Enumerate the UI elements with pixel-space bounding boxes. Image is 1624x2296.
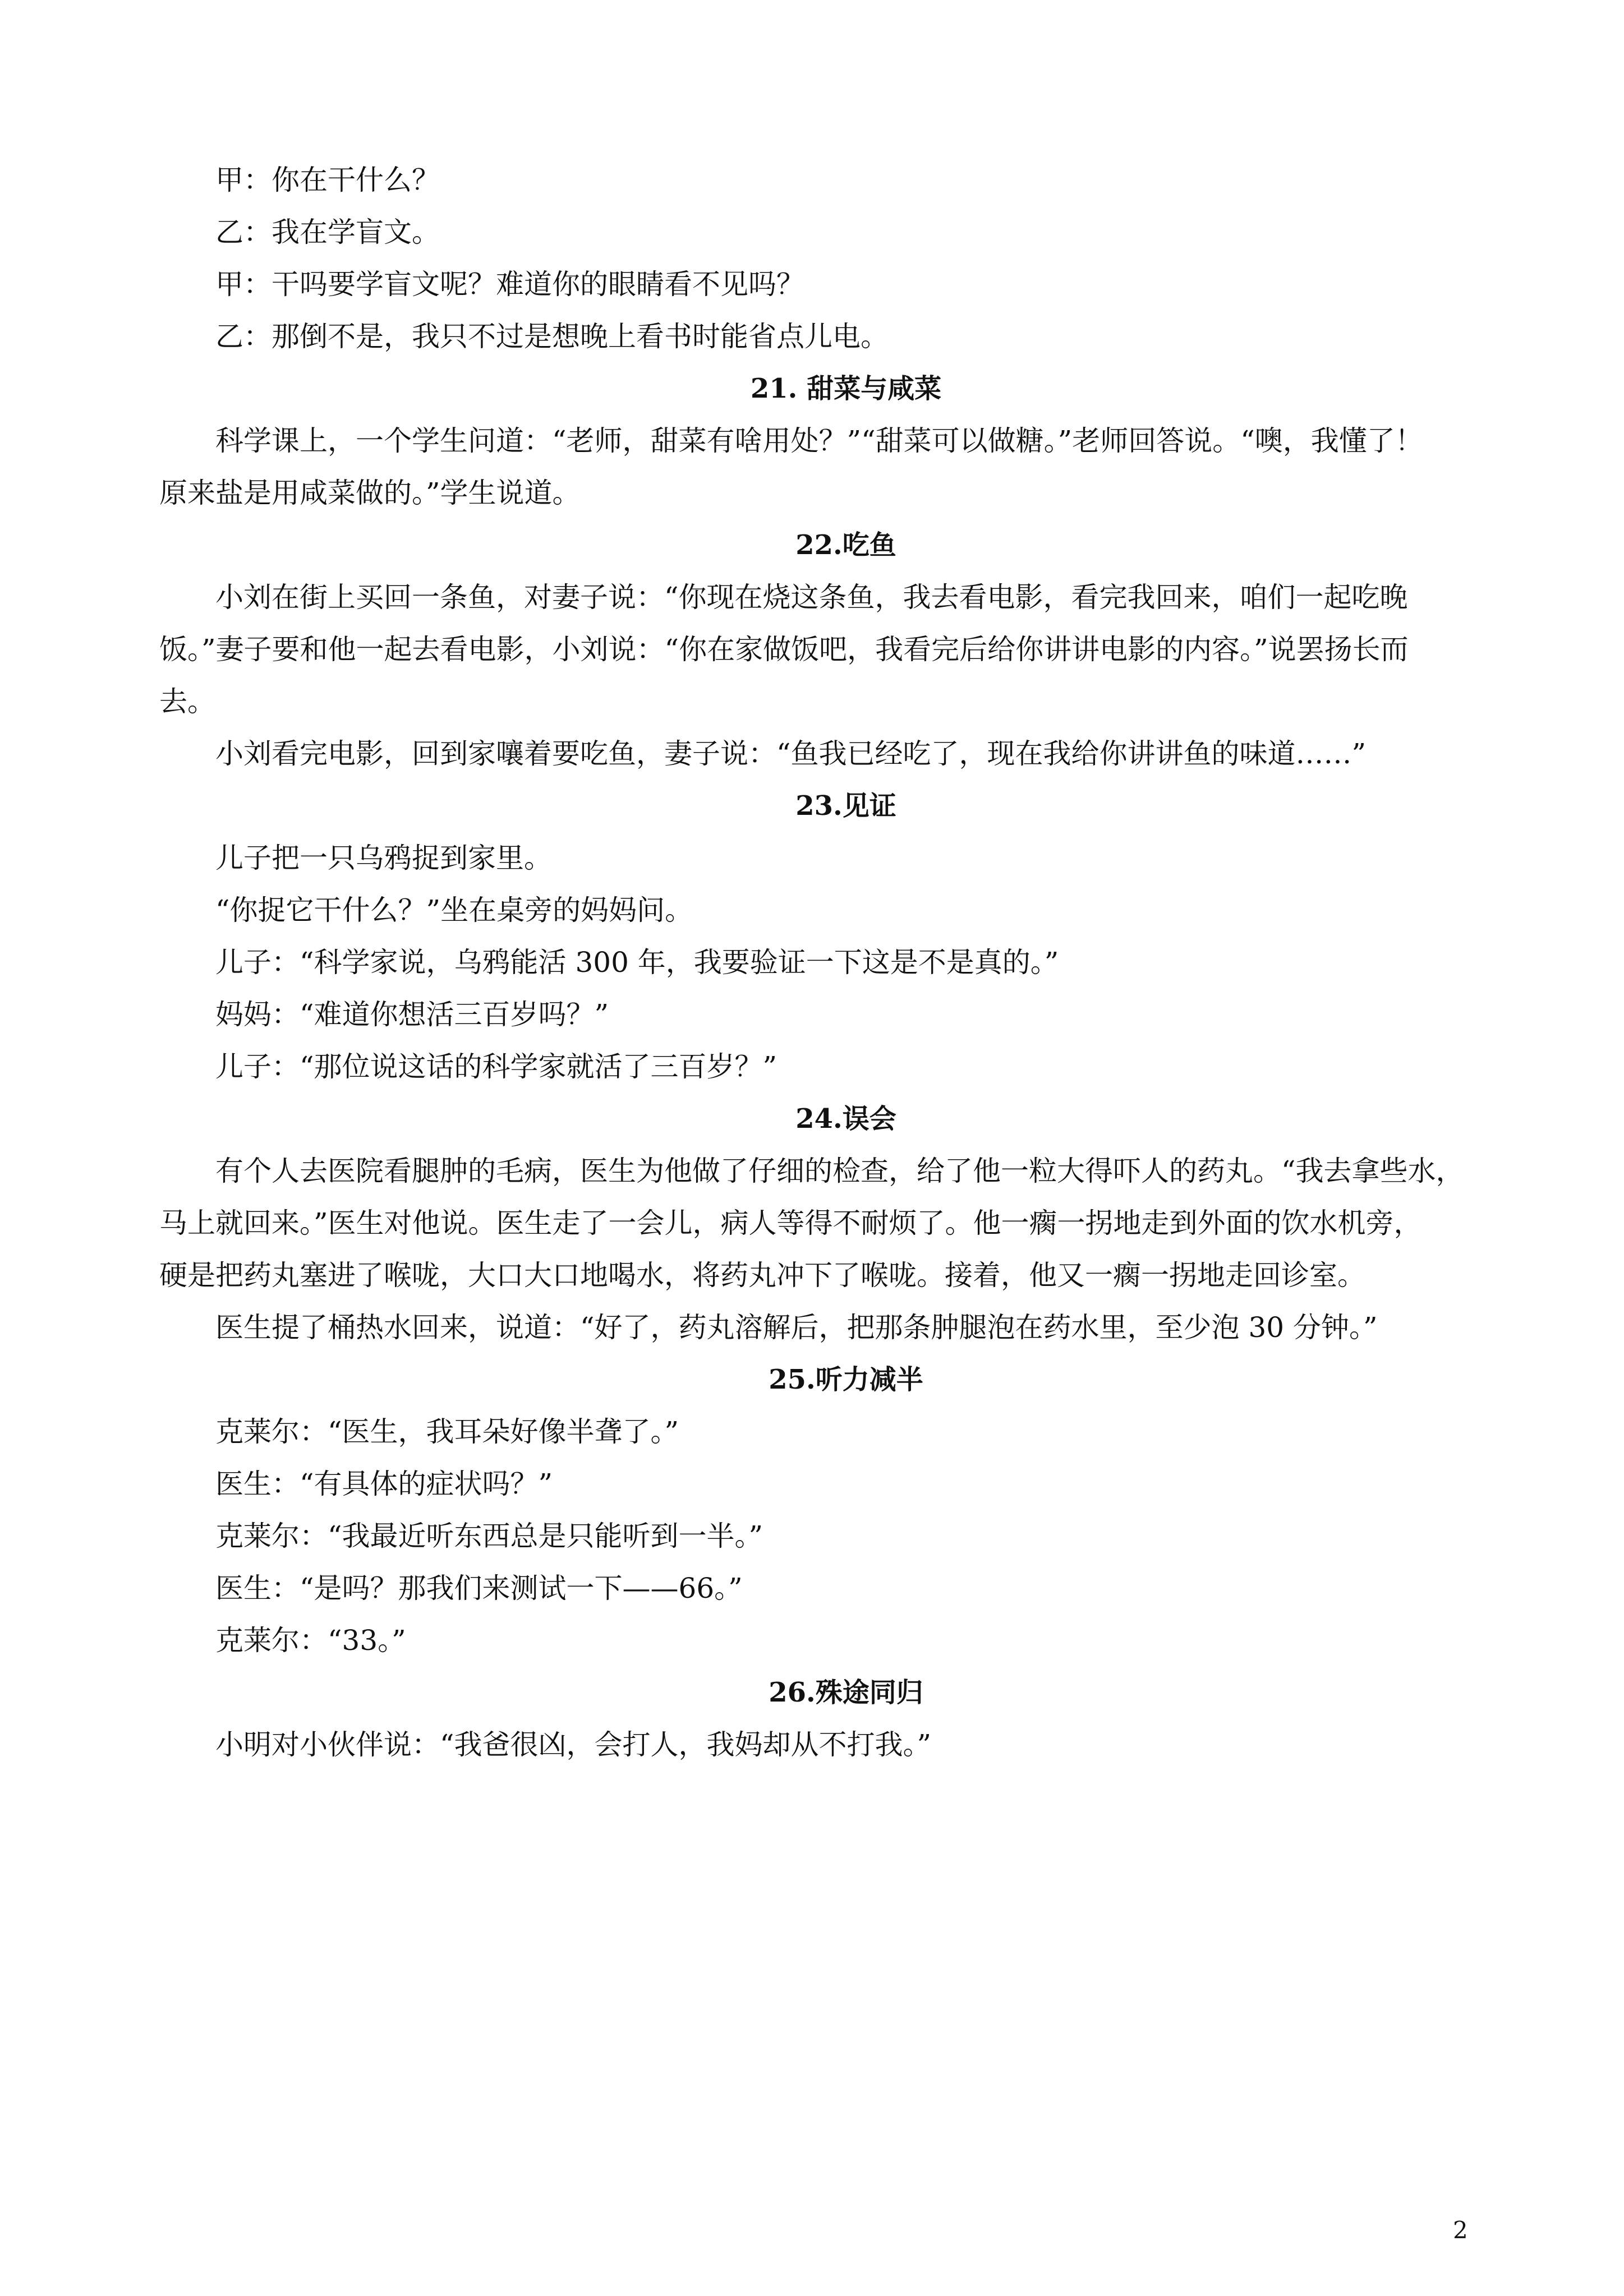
text-line: 克莱尔：“33。”	[215, 1624, 406, 1657]
text-line: “你捉它干什么？”坐在桌旁的妈妈问。	[215, 894, 693, 926]
text-line: 儿子把一只乌鸦捉到家里。	[215, 842, 552, 874]
paragraph-first-line: 科学课上，一个学生问道：“老师，甜菜有啥用处？”“甜菜可以做糖。”老师回答说。“噢，我懂了！	[215, 425, 1423, 457]
text-line: 克莱尔：“医生，我耳朵好像半聋了。”	[215, 1416, 679, 1448]
text-line: 甲：你在干什么？	[215, 164, 440, 196]
document-body	[159, 154, 1476, 1771]
text-line: 乙：我在学盲文。	[215, 216, 440, 248]
paragraph	[159, 1145, 1476, 1302]
paragraph-continuation-line: 原来盐是用咸菜做的。”学生说道。	[159, 477, 581, 509]
text-line: 小明对小伙伴说：“我爸很凶，会打人，我妈却从不打我。”	[215, 1728, 932, 1761]
text-line: 甲：干吗要学盲文呢？难道你的眼睛看不见吗？	[215, 268, 804, 301]
section-title: 24.误会	[795, 1103, 896, 1135]
paragraph	[159, 571, 1476, 728]
text-line: 克莱尔：“我最近听东西总是只能听到一半。”	[215, 1520, 763, 1552]
text-line: 儿子：“科学家说，乌鸦能活 300 年，我要验证一下这是不是真的。”	[215, 946, 1059, 979]
section-title: 22.吃鱼	[795, 529, 896, 561]
text-line: 乙：那倒不是，我只不过是想晚上看书时能省点儿电。	[215, 320, 889, 353]
paragraph-continuation-line: 饭。”妻子要和他一起去看电影，小刘说：“你在家做饭吧，我看完后给你讲讲电影的内容。”说罢扬长而	[159, 633, 1409, 666]
section-title: 25.听力减半	[769, 1364, 923, 1395]
paragraph-continuation-line: 马上就回来。”医生对他说。医生走了一会儿，病人等得不耐烦了。他一瘸一拐地走到外面的饮水机旁，	[159, 1207, 1422, 1239]
paragraph-first-line: 有个人去医院看腿肿的毛病，医生为他做了仔细的检查，给了他一粒大得吓人的药丸。“我去拿些水，	[215, 1155, 1464, 1187]
text-line: 小刘看完电影，回到家嚷着要吃鱼，妻子说：“鱼我已经吃了，现在我给你讲讲鱼的味道……”	[215, 737, 1367, 770]
paragraph-continuation-line: 硬是把药丸塞进了喉咙，大口大口地喝水，将药丸冲下了喉咙。接着，他又一瘸一拐地走回诊室。	[159, 1259, 1365, 1292]
page-number: 2	[1453, 2216, 1468, 2244]
section-title: 21. 甜菜与咸菜	[750, 373, 942, 404]
text-line: 医生：“是吗？那我们来测试一下——66。”	[215, 1572, 743, 1605]
text-line: 儿子：“那位说这话的科学家就活了三百岁？”	[215, 1050, 778, 1083]
paragraph-first-line: 小刘在街上买回一条鱼，对妻子说：“你现在烧这条鱼，我去看电影，看完我回来，咱们一起吃晚	[215, 581, 1408, 614]
paragraph	[159, 415, 1476, 519]
section-title: 26.殊途同归	[769, 1677, 923, 1708]
paragraph-continuation-line: 去。	[159, 685, 215, 718]
text-line: 医生：“有具体的症状吗？”	[215, 1468, 553, 1500]
text-line: 医生提了桶热水回来，说道：“好了，药丸溶解后，把那条肿腿泡在药水里，至少泡 30 分钟。”	[215, 1311, 1378, 1344]
text-line: 妈妈：“难道你想活三百岁吗？”	[215, 998, 609, 1031]
section-title: 23.见证	[795, 790, 896, 822]
